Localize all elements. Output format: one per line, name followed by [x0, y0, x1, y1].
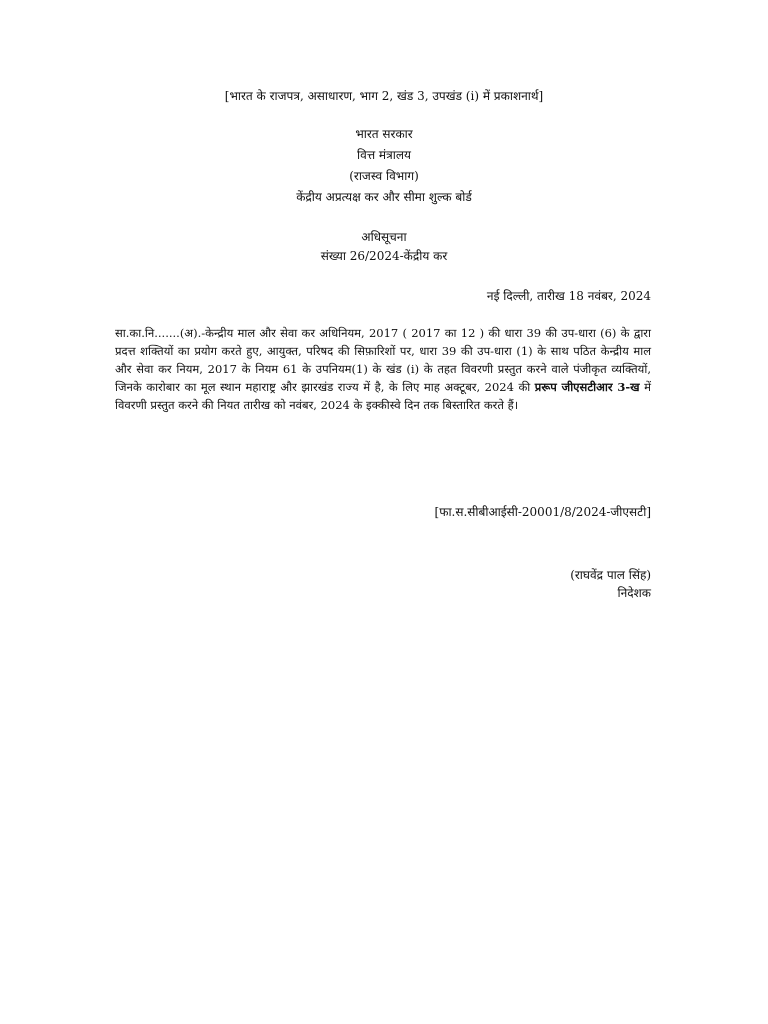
body-text-part1: सा.का.नि.......(अ).-केन्द्रीय माल और सेवा कर अधिनियम, 2017 ( 2017 का 12 ) की धारा 39 की उप-धारा (6) के द्वारा प्रदत्त शक्तियों का प्रयोग करते हुए, आयुक्त, परिषद की सिफ़ारिशों पर, धारा 39 की उप-धारा (1) के साथ पठित केन्द्रीय माल और सेवा कर नियम, 2017 के नियम 61 के उपनियम(1) के खंड (i) के तहत विवरणी प्रस्तुत करने वाले पंजीकृत व्यक्तियों, जिनके कारोबार का मूल स्थान महाराष्ट्र और झारखंड राज्य में है, के लिए माह अक्टूबर, 2024 की	[115, 326, 651, 394]
notification-number: संख्या 26/2024-केंद्रीय कर	[320, 249, 448, 263]
notification-title: अधिसूचना	[361, 230, 407, 244]
body-text-part2: में विवरणी प्रस्तुत करने की नियत तारीख को नवंबर, 2024 के इक्कीस्वे दिन तक बिस्तारित करते हैं।	[115, 380, 651, 412]
department-name: (राजस्व विभाग)	[349, 169, 419, 183]
body-text-bold: प्ररूप जीएसटीआर 3-ख	[534, 380, 640, 394]
government-name: भारत सरकार	[355, 127, 413, 141]
signatory-name: (राघवेंद्र पाल सिंह)	[570, 568, 651, 582]
notification-body	[115, 324, 651, 414]
signatory-designation: निदेशक	[617, 586, 651, 600]
board-name: केंद्रीय अप्रत्यक्ष कर और सीमा शुल्क बोर्ड	[296, 190, 472, 204]
signature-block	[570, 566, 651, 602]
publication-note: [भारत के राजपत्र, असाधारण, भाग 2, खंड 3, उपखंड (i) में प्रकाशनार्थ]	[224, 89, 544, 103]
place-date: नई दिल्ली, तारीख 18 नवंबर, 2024	[486, 289, 651, 303]
file-number: [फा.स.सीबीआईसी-20001/8/2024-जीएसटी]	[434, 505, 651, 519]
ministry-name: वित्त मंत्रालय	[357, 148, 411, 162]
